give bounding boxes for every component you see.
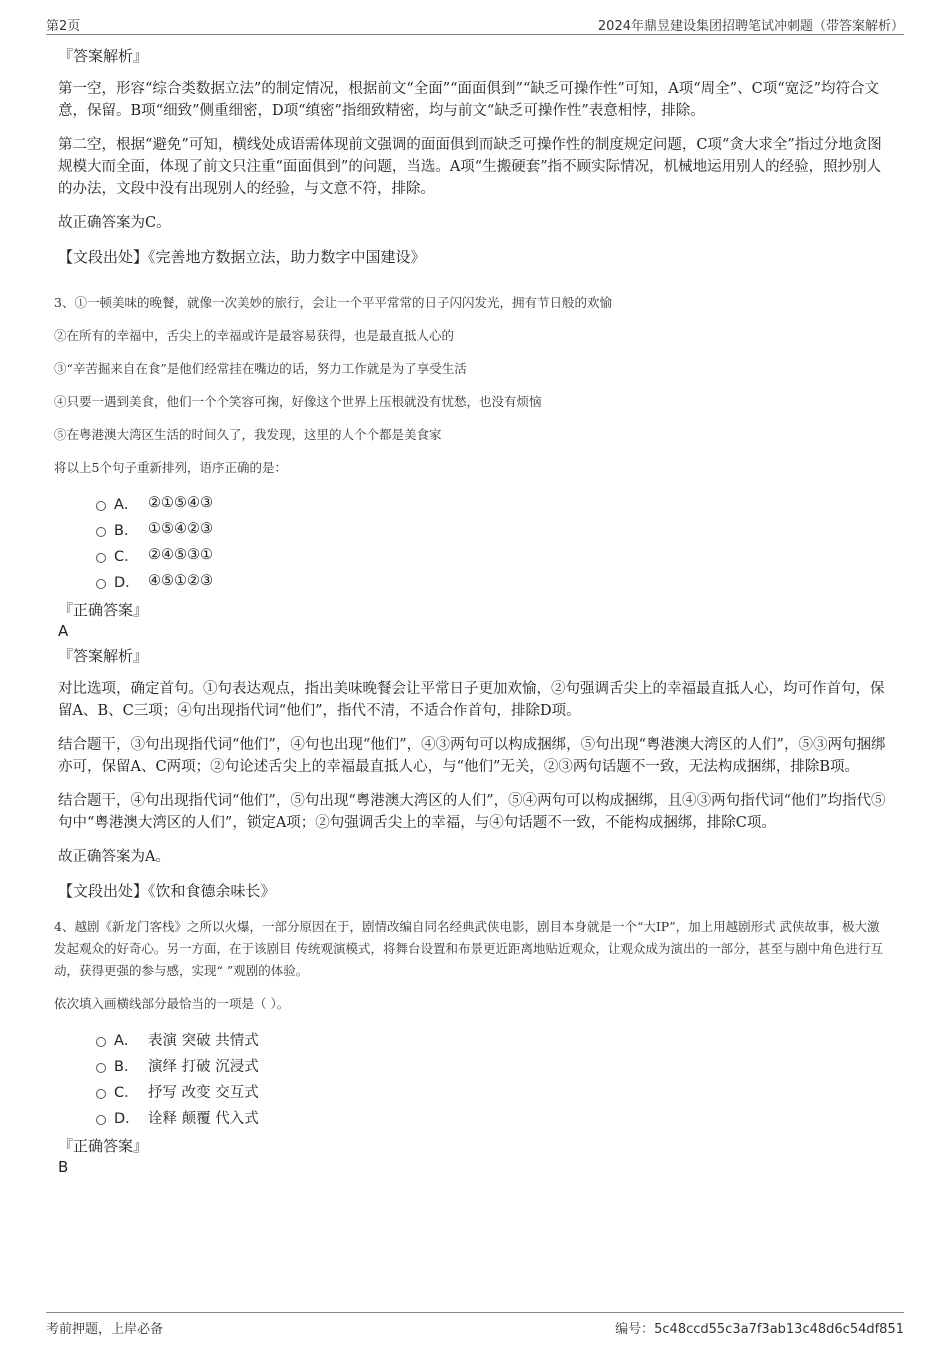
document-title: 2024年鼎昱建设集团招聘笔试冲刺题（带答案解析）: [597, 19, 904, 34]
q4-stem: 4、越剧《新龙门客栈》之所以火爆，一部分原因在于，剧情改编自同名经典武侠电影，剧目本身就是一个“大IP”，加上用越剧形式 武侠故事，极大激发起观众的好奇心。另一方面，在于该剧目 传统观演模式，将舞台设置和布景更近距离地贴近观众，让观众成为演出的一部分，甚至与剧中角色进行互动，获得更强的参与感，实现“ ”观剧的体验。: [54, 919, 883, 978]
radio-icon[interactable]: [96, 1089, 106, 1099]
page-number: 第2页: [46, 19, 81, 34]
option-text: ④⑤①②③: [148, 573, 213, 589]
q4-prompt: 依次填入画横线部分最恰当的一项是（ ）。: [54, 996, 290, 1011]
q4-option-c[interactable]: [96, 1078, 890, 1104]
option-text: 诠释 颠覆 代入式: [148, 1110, 259, 1127]
option-letter: B．: [114, 522, 139, 539]
q3-sentence-5: ⑤在粤港澳大湾区生活的时间久了，我发现，这里的人个个都是美食家: [54, 427, 442, 442]
q3-analysis-para-1: 对比选项，确定首句。①句表达观点，指出美味晚餐会让平常日子更加欢愉，②句强调舌尖上的幸福最直抵人心，均可作首句，保留A、B、C三项；④句出现指代词“他们”，指代不清，不适合作首句，排除D项。: [58, 681, 885, 719]
option-letter: D．: [114, 574, 140, 591]
q3-options: [96, 490, 890, 594]
q3-prompt: 将以上5个句子重新排列，语序正确的是：: [54, 460, 287, 475]
q3-analysis-para-3: 结合题干，④句出现指代词“他们”，⑤句出现“粤港澳大湾区的人们”，⑤④两句可以构成捆绑，且④③两句指代词“他们”均指代⑤句中“粤港澳大湾区的人们”，锁定A项；②句强调舌尖上的幸福，与④句话题不一致，不能构成捆绑，排除C项。: [58, 793, 886, 831]
q3-sentence-4: ④只要一遇到美食，他们一个个笑容可掬，好像这个世界上压根就没有忧愁，也没有烦恼: [54, 394, 542, 409]
q3-correct-answer: A: [58, 622, 69, 640]
radio-icon[interactable]: [96, 1063, 106, 1073]
option-letter: B．: [114, 1058, 139, 1075]
q4-option-a[interactable]: [96, 1026, 890, 1052]
option-text: 演绎 打破 沉浸式: [148, 1058, 259, 1075]
q4-correct-answer: B: [58, 1158, 69, 1176]
option-text: ①⑤④②③: [148, 521, 213, 537]
q3-sentence-3: ③“辛苦掘来自在食”是他们经常挂在嘴边的话，努力工作就是为了享受生活: [54, 361, 467, 376]
option-letter: A．: [114, 1032, 139, 1049]
q3-option-a[interactable]: [96, 490, 890, 516]
q2-source: 【文段出处】《完善地方数据立法，助力数字中国建设》: [58, 248, 426, 266]
radio-icon[interactable]: [96, 1115, 106, 1125]
option-text: 抒写 改变 交互式: [148, 1084, 259, 1101]
q2-analysis-conclusion: 故正确答案为C。: [58, 215, 171, 231]
option-letter: C．: [114, 1084, 139, 1101]
q3-sentence-2: ②在所有的幸福中，舌尖上的幸福或许是最容易获得，也是最直抵人心的: [54, 328, 455, 343]
option-letter: C．: [114, 548, 139, 565]
option-text: 表演 突破 共情式: [148, 1032, 259, 1049]
radio-icon[interactable]: [96, 553, 106, 563]
option-text: ②①⑤④③: [148, 495, 213, 511]
radio-icon[interactable]: [96, 579, 106, 589]
q3-option-c[interactable]: [96, 542, 890, 568]
page-header: [46, 12, 904, 35]
page-content: [54, 46, 890, 1182]
q2-analysis-label: 『答案解析』: [58, 47, 149, 65]
footer-slogan: 考前押题，上岸必备: [46, 1322, 164, 1337]
q3-analysis-para-2: 结合题干，③句出现指代词“他们”，④句也出现“他们”，④③两句可以构成捆绑，⑤句出现“粤港澳大湾区的人们”，⑤③两句捆绑亦可，保留A、C两项；②句论述舌尖上的幸福最直抵人心，与“他们”无关，②③两句话题不一致，无法构成捆绑，排除B项。: [58, 737, 886, 775]
q3-stem: 3、①一顿美味的晚餐，就像一次美妙的旅行，会让一个平平常常的日子闪闪发光，拥有节日般的欢愉: [54, 295, 612, 310]
q3-analysis-label: 『答案解析』: [58, 647, 149, 665]
q3-analysis-conclusion: 故正确答案为A。: [58, 849, 170, 865]
option-letter: A．: [114, 496, 139, 513]
document-id: 编号：5c48ccd55c3a7f3ab13c48d6c54df851: [615, 1322, 904, 1337]
q4-option-d[interactable]: [96, 1104, 890, 1130]
q3-correct-label: 『正确答案』: [58, 601, 149, 619]
q4-option-b[interactable]: [96, 1052, 890, 1078]
q3-option-d[interactable]: [96, 568, 890, 594]
q3-source: 【文段出处】《饮和食德余味长》: [58, 882, 276, 900]
radio-icon[interactable]: [96, 501, 106, 511]
page-footer: [46, 1312, 904, 1337]
option-letter: D．: [114, 1110, 140, 1127]
radio-icon[interactable]: [96, 1037, 106, 1047]
q2-analysis-para-2: 第二空，根据“避免”可知，横线处成语需体现前文强调的面面俱到而缺乏可操作性的制度规定问题，C项“贪大求全”指过分地贪图规模大而全面，体现了前文只注重“面面俱到”的问题，当选。A项“生搬硬套”指不顾实际情况，机械地运用别人的经验，照抄别人的办法，文段中没有出现别人的经验，与文意不符，排除。: [58, 137, 882, 197]
q4-options: [96, 1026, 890, 1130]
q3-option-b[interactable]: [96, 516, 890, 542]
q4-correct-label: 『正确答案』: [58, 1137, 149, 1155]
option-text: ②④⑤③①: [148, 547, 213, 563]
q2-analysis-para-1: 第一空，形容“综合类数据立法”的制定情况，根据前文“全面”“面面俱到”“缺乏可操作性”可知，A项“周全”、C项“宽泛”均符合文意，保留。B项“细致”侧重细密，D项“缜密”指细致精密，均与前文“缺乏可操作性”表意相悖，排除。: [58, 81, 880, 119]
radio-icon[interactable]: [96, 527, 106, 537]
